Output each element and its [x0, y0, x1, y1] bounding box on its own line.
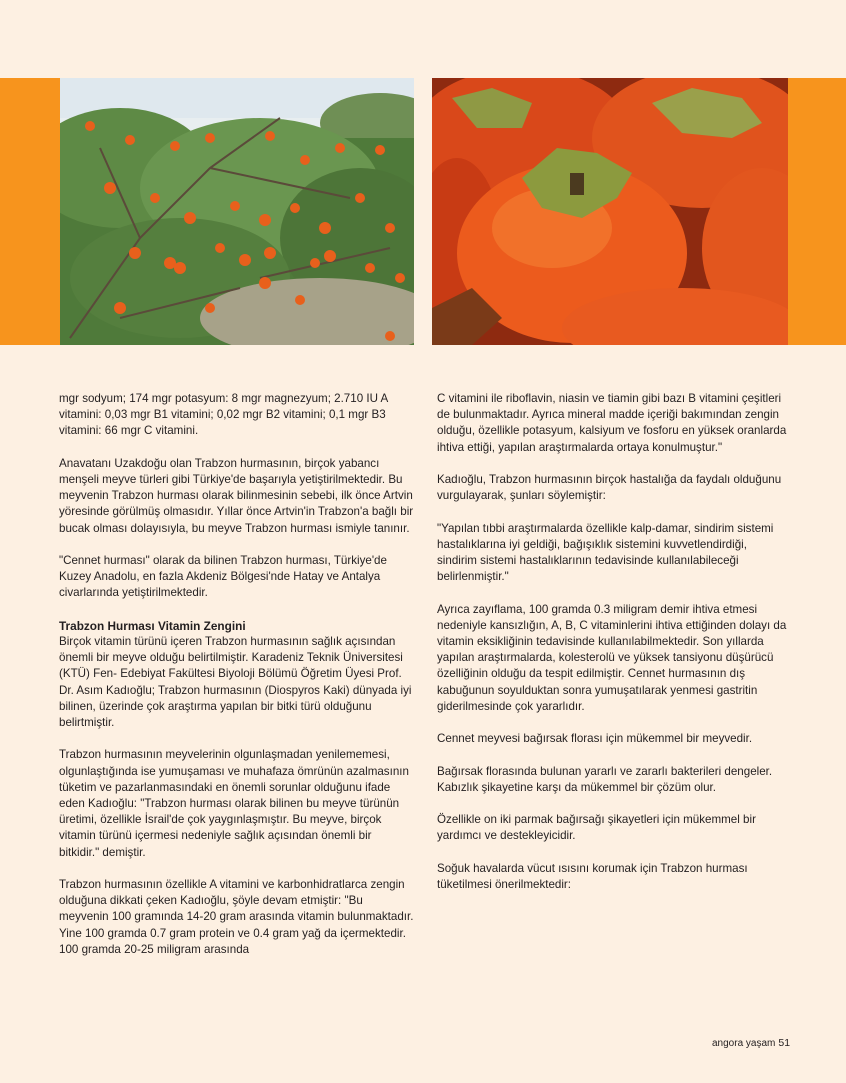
paragraph-duodenum: Özellikle on iki parmak bağırsağı şikayetleri için mükemmel bir yardımcı ve destekleyicidir.	[437, 813, 756, 843]
paragraph-storage: Trabzon hurmasının meyvelerinin olgunlaşmadan yenilememesi, olgunlaştığında ise yumuşaması ve muhafaza ömrünün azalmasının tüketim ve pazarlanmasındaki en önemli sorunlar olduğunu ifade eden Kadıoğlu: "Trabzon hurması olarak bilinen bu meyve türünün üretimi, özellikle İsrail'de çok yaygınlaşmıştır. Bu meyve, birçok vitamin türünü içermesi nedeniyle sağlık açısından önemli bir bitkidir." demiştir.	[59, 748, 409, 859]
persimmon-fruit-closeup-photo	[432, 78, 788, 345]
article-column-right	[437, 391, 787, 893]
paragraph-minerals: C vitamini ile riboflavin, niasin ve tiamin gibi bazı B vitamini çeşitleri de bulunmaktadır. Ayrıca mineral madde içeriği bakımından zengin olduğu, özellikle potasyum, kalsiyum ve fosforu en yüksek oranlarda ihtiva ettiği, yapılan araştırmalarda ortaya konulmuştur."	[437, 392, 787, 454]
paragraph-intestinal-flora: Cennet meyvesi bağırsak florası için mükemmel bir meyvedir.	[437, 732, 753, 746]
accent-band-left	[0, 78, 60, 345]
paragraph-diseases-intro: Kadıoğlu, Trabzon hurmasının birçok hastalığa da faydalı olduğunu vurgulayarak, şunları söylemiştir:	[437, 473, 782, 503]
paragraph-vitamins: Birçok vitamin türünü içeren Trabzon hurmasının sağlık açısından önemli bir meyve olduğu belirtilmiştir. Karadeniz Teknik Üniversitesi (KTÜ) Fen- Edebiyat Fakültesi Biyoloji Bölümü Öğretim Üyesi Prof. Dr. Asım Kadıoğlu; Trabzon hurmasının (Diospyros Kaki) dünyada iyi bilinen, üzerinde çok araştırma yapılan bir bitki türü olduğunu belirtmiştir.	[59, 635, 412, 730]
magazine-name: angora yaşam	[712, 1038, 776, 1049]
persimmon-tree-photo	[60, 78, 414, 345]
paragraph-nutrients: mgr sodyum; 174 mgr potasyum: 8 mgr magnezyum; 2.710 IU A vitamini: 0,03 mgr B1 vitamini; 0,02 mgr B2 vitamini; 0,1 mgr B3 vitamini: 66 mgr C vitamini.	[59, 392, 388, 438]
paragraph-anemia: Ayrıca zayıflama, 100 gramda 0.3 miligram demir ihtiva etmesi nedeniyle kansızlığın, A, B, C vitaminlerini ihtiva ettiğinden dolayı da vitamin eksikliğinin tedavisinde kullanılabilmektedir. Son yıllarda yapılan araştırmalarda, kolesterolü ve yüksek tansiyonu düşürücü özelliğinin olduğu da tespit edilmiştir. Cennet hurmasının dış kabuğunun soyulduktan sonra yumuşatılarak yenmesi gastritin giderilmesinde çok yararlıdır.	[437, 602, 787, 713]
article-column-left	[59, 391, 414, 958]
paragraph-bacteria-balance: Bağırsak florasında bulunan yararlı ve zararlı bakterileri dengeler. Kabızlık şikayetine karşı da mükemmel bir çözüm olur.	[437, 764, 773, 794]
paragraph-medical-research: "Yapılan tıbbi araştırmalarda özellikle kalp-damar, sindirim sistemi hastalıklarına iyi geldiği, bağışıklık sistemini kuvvetlendirdiği, sindirim sistemi hastalıklarının tedavisinde kullanılabileceği belirlenmiştir."	[437, 521, 774, 584]
page-number: 51	[778, 1037, 791, 1049]
accent-band-right	[788, 78, 846, 345]
page-footer	[712, 1037, 790, 1049]
paragraph-vitamin-a: Trabzon hurmasının özellikle A vitamini ve karbonhidratlarca zengin olduğuna dikkati çeken Kadıoğlu, şöyle devam etmiştir: "Bu meyvenin 100 gramında 14-20 gram arasında vitamin bulunmaktadır. Yine 100 gramda 0.7 gram protein ve 0.4 gram yağ da içermektedir. 100 gramda 20-25 miligram arasında	[59, 878, 414, 956]
paragraph-cold-weather: Soğuk havalarda vücut ısısını korumak için Trabzon hurması tüketilmesi önerilmektedir:	[437, 861, 748, 891]
section-heading: Trabzon Hurması Vitamin Zengini	[59, 618, 246, 633]
paragraph-cennet-hurmasi: "Cennet hurması" olarak da bilinen Trabzon hurması, Türkiye'de Kuzey Anadolu, en fazla Akdeniz Bölgesi'nde Hatay ve Antalya civarlarında yetiştirilmektedir.	[59, 554, 387, 600]
paragraph-origin: Anavatanı Uzakdoğu olan Trabzon hurmasının, birçok yabancı menşeli meyve türleri gibi Türkiye'de başarıyla yetiştirilmektedir. Bu meyvenin Trabzon hurması olarak bilinmesinin sebebi, ilk önce Artvin yöresinde görülmüş olmasıdır. Yıllar önce Artvin'in Trabzon'a bağlı bir bucak olması dolayısıyla, bu meyve Trabzon hurması ismiyle tanınır.	[59, 456, 414, 535]
